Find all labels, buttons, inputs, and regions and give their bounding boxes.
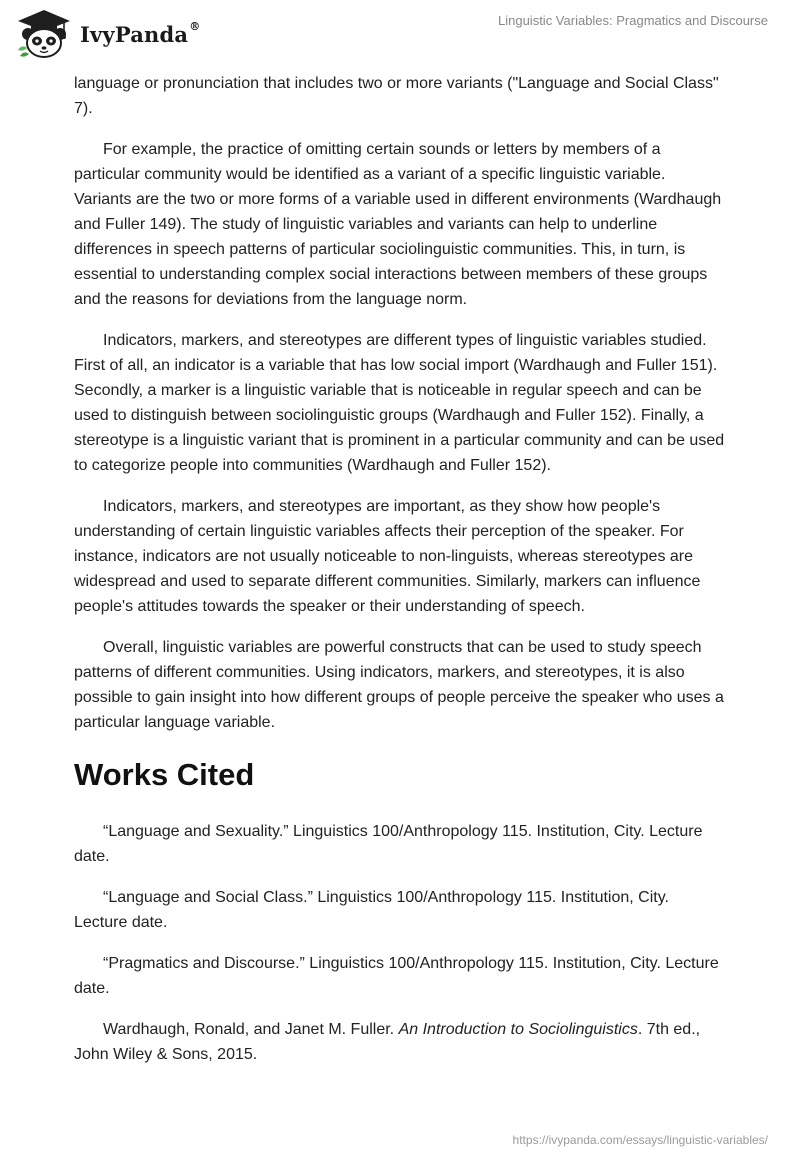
paragraph: For example, the practice of omitting certain sounds or letters by members of a particular community would be identified as a variant of a specific linguistic variable. Variants are the two or more forms of a variable used in different environments (Wardhaugh and Fuller 149). The study of linguistic variables and variants can help to underline differences in speech patterns of particular sociolinguistic communities. This, in turn, is essential to understanding complex social interactions between members of these groups and the reasons for deviations from the language norm. (74, 141, 722, 308)
works-cited-heading: Works Cited (74, 757, 255, 792)
citation-publication: . 7th ed., John Wiley & Sons, 2015. (74, 1021, 701, 1063)
paragraph: Overall, linguistic variables are powerful constructs that can be used to study speech patterns of different communities. Using indicators, markers, and stereotypes, it is also possible to gain insight into how different groups of people perceive the speaker who uses a particular language variable. (74, 639, 724, 731)
document-running-title: Linguistic Variables: Pragmatics and Discourse (498, 13, 768, 28)
citation-entry: “Language and Social Class.” Linguistics 100/Anthropology 115. Institution, City. Lecture date. (74, 889, 669, 931)
paragraph: Indicators, markers, and stereotypes are different types of linguistic variables studied. First of all, an indicator is a variable that has low social import (Wardhaugh and Fuller 151). Secondly, a marker is a linguistic variable that is noticeable in regular speech and can be used to distinguish between sociolinguistic groups (Wardhaugh and Fuller 152). Finally, a stereotype is a linguistic variant that is prominent in a particular community and can be used to categorize people into communities (Wardhaugh and Fuller 152). (74, 332, 725, 474)
paragraph: language or pronunciation that includes two or more variants ("Language and Social Class" 7). (74, 75, 719, 117)
citation-entry (74, 1017, 726, 1067)
citation-entry: “Language and Sexuality.” Linguistics 100/Anthropology 115. Institution, City. Lecture date. (74, 823, 703, 865)
citation-book-title: An Introduction to Sociolinguistics (398, 1021, 638, 1038)
paragraph: Indicators, markers, and stereotypes are important, as they show how people's understanding of certain linguistic variables affects their perception of the speaker. For instance, indicators are not usually noticeable to non-linguists, whereas stereotypes are widespread and used to separate different communities. Similarly, markers can influence people's attitudes towards the speaker or their understanding of speech. (74, 498, 701, 615)
brand-name: IvyPanda® (80, 19, 201, 47)
citation-authors: Wardhaugh, Ronald, and Janet M. Fuller. (103, 1021, 399, 1038)
citation-entry: “Pragmatics and Discourse.” Linguistics 100/Anthropology 115. Institution, City. Lecture date. (74, 955, 719, 997)
page-header (0, 0, 800, 70)
brand-logo[interactable] (14, 8, 200, 60)
panda-graduate-icon (14, 8, 74, 60)
source-url[interactable]: https://ivypanda.com/essays/linguistic-variables/ (512, 1133, 768, 1147)
essay-body (74, 71, 726, 1083)
